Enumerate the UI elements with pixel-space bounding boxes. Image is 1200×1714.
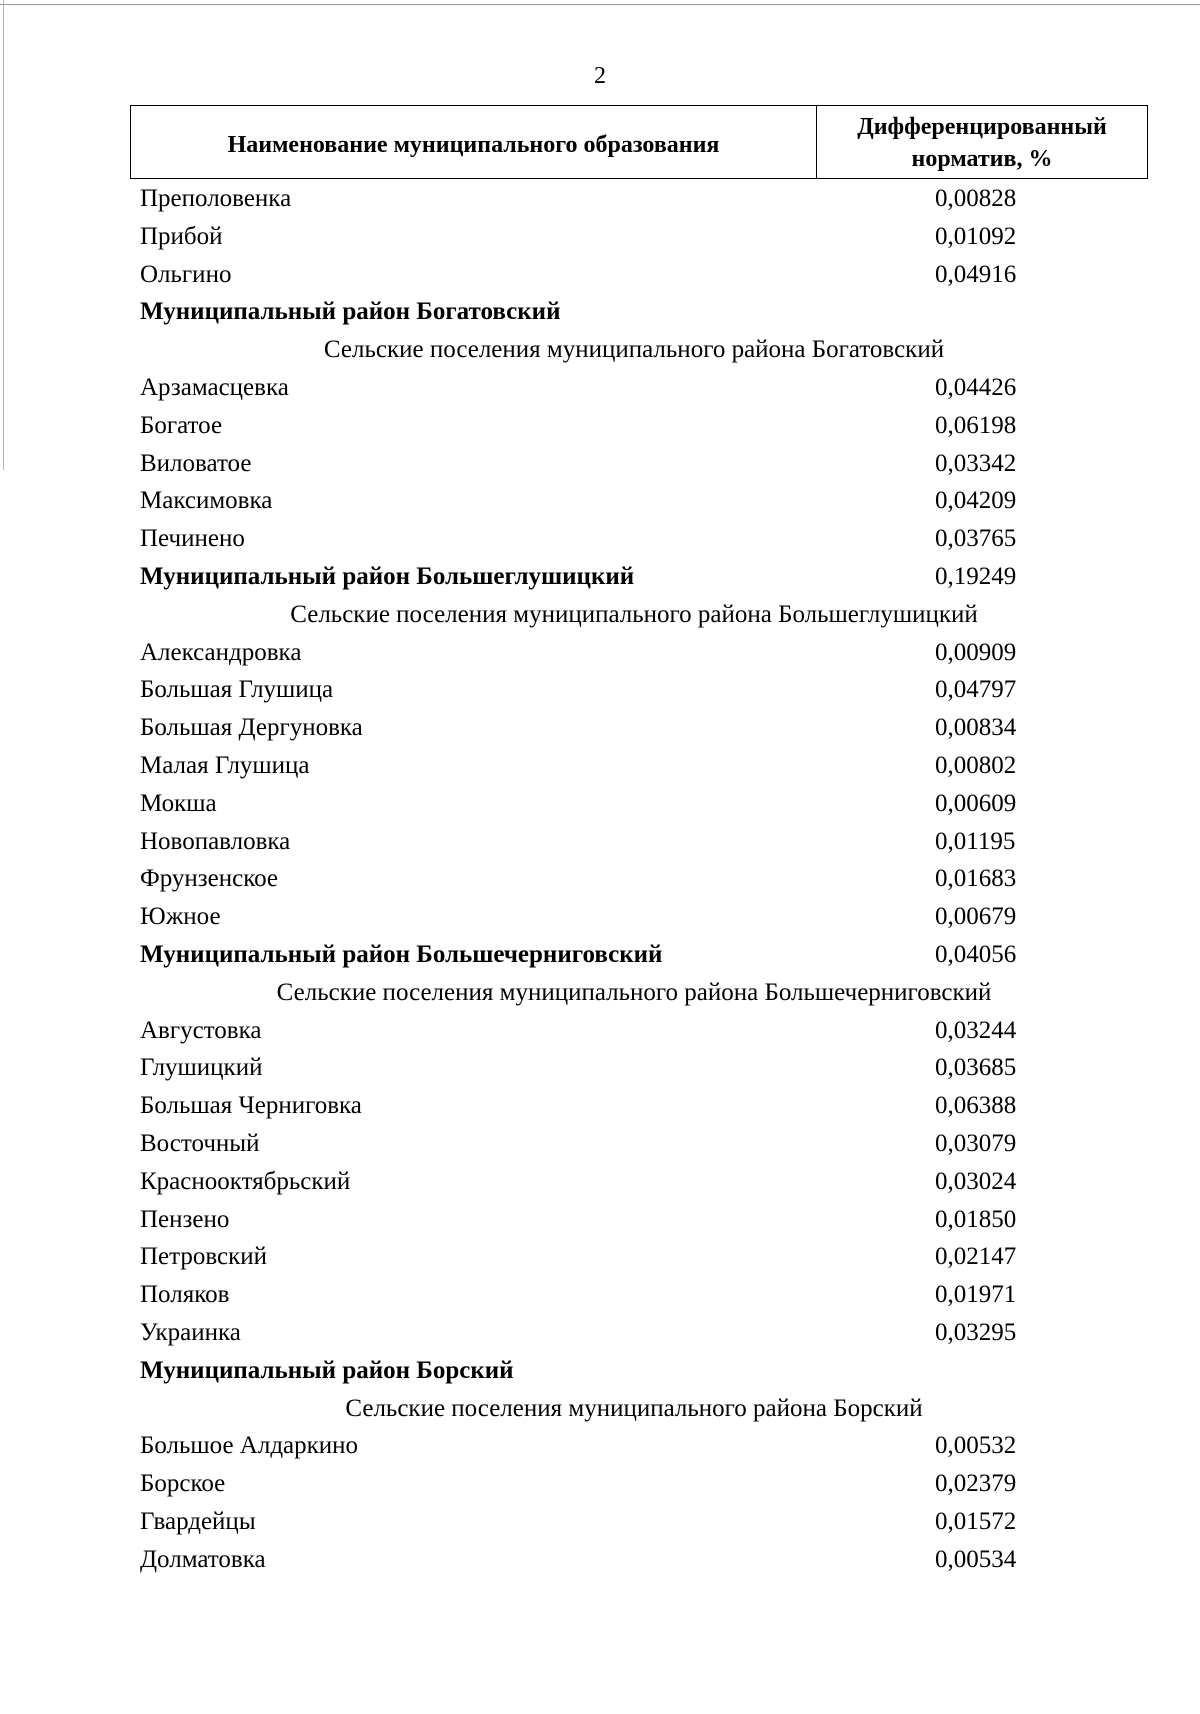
normative-value: 0,01195: [935, 827, 1016, 855]
settlement-name: Борское: [140, 1470, 226, 1498]
normative-value: 0,00909: [935, 638, 1017, 666]
normative-value: 0,01971: [935, 1281, 1017, 1309]
header-value-line2: норматив, %: [911, 146, 1053, 172]
normative-value: 0,03024: [935, 1167, 1017, 1195]
normative-value: 0,01572: [935, 1507, 1017, 1535]
settlement-name: Мокша: [140, 789, 217, 817]
table-body: [0, 180, 1200, 1578]
table-row: [0, 860, 1200, 898]
normative-value: 0,00828: [935, 185, 1017, 212]
settlement-name: Ольгино: [140, 260, 232, 288]
header-name-column: Наименование муниципального образования: [131, 106, 817, 178]
settlement-name: Богатое: [140, 411, 223, 439]
table-row: [0, 1465, 1200, 1503]
normative-value: 0,04209: [935, 487, 1017, 515]
table-row: [0, 823, 1200, 861]
table-row: [0, 1503, 1200, 1541]
normative-value: 0,04056: [935, 940, 1017, 968]
settlement-name: Глушицкий: [140, 1054, 263, 1082]
table-row: [0, 180, 1200, 218]
normative-value: 0,04916: [935, 260, 1017, 288]
table-row: [0, 1276, 1200, 1314]
table-row: [0, 709, 1200, 747]
table-row: [0, 369, 1200, 407]
scan-edge-top: [0, 4, 1200, 5]
table-row: [0, 445, 1200, 483]
table-row: [0, 218, 1200, 256]
normative-value: 0,19249: [935, 562, 1017, 590]
normative-value: 0,03342: [935, 449, 1017, 477]
subheading-row: [0, 1390, 1200, 1428]
district-row: [0, 558, 1200, 596]
settlement-name: Восточный: [140, 1129, 260, 1157]
settlement-name: Печинено: [140, 525, 245, 553]
table-row: [0, 1427, 1200, 1465]
settlement-name: Максимовка: [140, 487, 273, 515]
normative-value: 0,00532: [935, 1432, 1017, 1460]
table-row: [0, 785, 1200, 823]
settlement-name: Преполовенка: [140, 185, 292, 212]
table-row: [0, 1049, 1200, 1087]
normative-value: 0,06198: [935, 411, 1017, 439]
table-row: [0, 747, 1200, 785]
subheading-text: Сельские поселения муниципального района Большечерниговский: [276, 978, 992, 1006]
district-name: Муниципальный район Большечерниговский: [140, 940, 663, 968]
header-value-line1: Дифференцированный: [857, 114, 1107, 140]
settlement-name: Прибой: [140, 222, 223, 250]
table-row: [0, 256, 1200, 294]
normative-value: 0,03244: [935, 1016, 1017, 1044]
settlement-name: Петровский: [140, 1243, 268, 1271]
settlement-name: Малая Глушица: [140, 751, 310, 779]
subheading-text: Сельские поселения муниципального района Борский: [345, 1394, 923, 1422]
normative-value: 0,02147: [935, 1243, 1017, 1271]
settlement-name: Пензено: [140, 1205, 230, 1233]
normative-value: 0,02379: [935, 1470, 1017, 1498]
settlement-name: Гвардейцы: [140, 1507, 256, 1535]
normative-value: 0,00609: [935, 789, 1017, 817]
table-row: [0, 634, 1200, 672]
normative-value: 0,03295: [935, 1318, 1017, 1346]
settlement-name: Виловатое: [140, 449, 252, 477]
table-row: [0, 1012, 1200, 1050]
subheading-text: Сельские поселения муниципального района Большеглушицкий: [290, 600, 978, 628]
table-row: [0, 1163, 1200, 1201]
normative-value: 0,01683: [935, 865, 1017, 893]
table-row: [0, 1541, 1200, 1579]
settlement-name: Новопавловка: [140, 827, 291, 855]
normative-value: 0,06388: [935, 1092, 1017, 1120]
settlement-name: Фрунзенское: [140, 865, 279, 893]
district-row: [0, 293, 1200, 331]
settlement-name: Арзамасцевка: [140, 373, 289, 401]
header-value-column: [817, 106, 1147, 178]
table-row: [0, 1314, 1200, 1352]
table-row: [0, 407, 1200, 445]
normative-value: 0,03685: [935, 1054, 1017, 1082]
table-row: [0, 1125, 1200, 1163]
normative-value: 0,01092: [935, 222, 1017, 250]
settlement-name: Большое Алдаркино: [140, 1432, 359, 1460]
table-row: [0, 671, 1200, 709]
table-row: [0, 1201, 1200, 1239]
table-row: [0, 482, 1200, 520]
table-header: [130, 105, 1148, 179]
table-row: [0, 1087, 1200, 1125]
normative-value: 0,00802: [935, 751, 1017, 779]
table-row: [0, 1238, 1200, 1276]
settlement-name: Долматовка: [140, 1545, 266, 1573]
settlement-name: Краснооктябрьский: [140, 1167, 351, 1195]
subheading-row: [0, 974, 1200, 1012]
settlement-name: Большая Черниговка: [140, 1092, 362, 1120]
normative-value: 0,04797: [935, 676, 1017, 704]
normative-value: 0,03079: [935, 1129, 1017, 1157]
page-number: 2: [594, 63, 606, 89]
district-row: [0, 1352, 1200, 1390]
subheading-text: Сельские поселения муниципального района Богатовский: [323, 336, 945, 364]
settlement-name: Поляков: [140, 1281, 230, 1309]
normative-value: 0,03765: [935, 525, 1017, 553]
settlement-name: Южное: [140, 903, 221, 931]
normative-value: 0,00834: [935, 714, 1017, 742]
settlement-name: Украинка: [140, 1318, 241, 1346]
subheading-row: [0, 596, 1200, 634]
district-name: Муниципальный район Борский: [140, 1356, 514, 1384]
settlement-name: Александровка: [140, 638, 302, 666]
normative-value: 0,01850: [935, 1205, 1017, 1233]
normative-value: 0,00679: [935, 903, 1017, 931]
district-name: Муниципальный район Богатовский: [140, 298, 561, 326]
district-name: Муниципальный район Большеглушицкий: [140, 562, 635, 590]
settlement-name: Августовка: [140, 1016, 262, 1044]
settlement-name: Большая Дергуновка: [140, 714, 363, 742]
table-row: [0, 520, 1200, 558]
normative-value: 0,04426: [935, 373, 1017, 401]
settlement-name: Большая Глушица: [140, 676, 334, 704]
table-row: [0, 898, 1200, 936]
subheading-row: [0, 331, 1200, 369]
normative-value: 0,00534: [935, 1545, 1017, 1573]
district-row: [0, 936, 1200, 974]
